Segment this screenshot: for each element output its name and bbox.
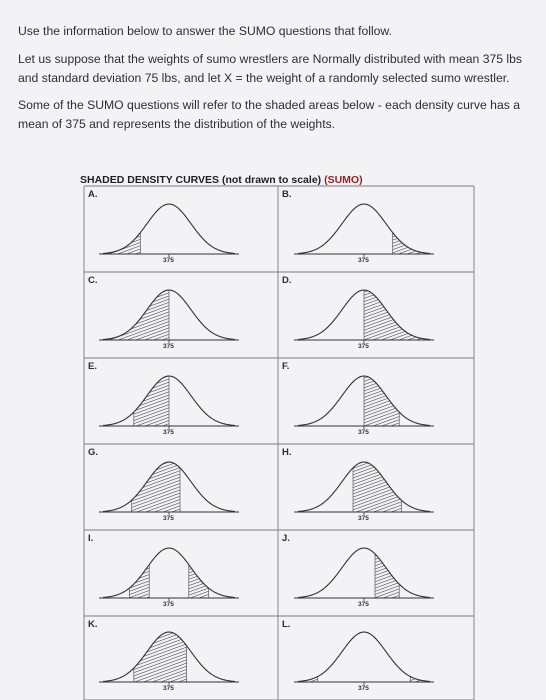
bell-curve: [103, 204, 235, 253]
density-curve-grid: [0, 172, 546, 700]
mean-label: 375: [163, 515, 174, 522]
density-curve-d: [294, 290, 434, 343]
density-curve-a: [99, 204, 239, 257]
panel-label: C.: [88, 275, 98, 286]
density-curve-f: [294, 376, 434, 429]
shaded-area: [103, 233, 140, 254]
mean-label: 375: [163, 685, 174, 692]
density-curves-figure: [0, 172, 546, 700]
figure-title-tag: (SUMO): [324, 174, 363, 186]
mean-label: 375: [358, 343, 369, 350]
shaded-area: [103, 290, 169, 340]
panel-label: A.: [88, 189, 98, 200]
density-curve-h: [294, 462, 434, 515]
bell-curve: [298, 204, 430, 253]
mean-label: 375: [358, 429, 369, 436]
shaded-area: [364, 376, 399, 426]
shaded-area: [393, 233, 430, 254]
bell-curve: [103, 548, 235, 597]
setup-paragraph: Let us suppose that the weights of sumo wrestlers are Normally distributed with mean 375 lbs and standard deviation 75 lbs, and let X = the weight of a randomly selected sumo wrestler.: [18, 52, 522, 85]
shaded-areas-paragraph: Some of the SUMO questions will refer to the shaded areas below - each density curve has a mean of 375 and represents the distribution of the weights.: [18, 98, 520, 131]
mean-label: 375: [163, 601, 174, 608]
density-curve-b: [294, 204, 434, 257]
panel-label: J.: [282, 533, 290, 544]
figure-title-main: SHADED DENSITY CURVES (not drawn to scale): [80, 174, 322, 186]
density-curve-e: [99, 376, 239, 429]
panel-label: I.: [88, 533, 94, 544]
panel-label: L.: [282, 619, 291, 630]
density-curve-l: [294, 632, 434, 685]
shaded-area: [375, 554, 399, 598]
mean-label: 375: [358, 257, 369, 264]
bell-curve: [298, 548, 430, 597]
panel-label: B.: [282, 189, 292, 200]
intro-paragraph: Use the information below to answer the SUMO questions that follow.: [18, 24, 392, 38]
panel-label: H.: [282, 447, 292, 458]
mean-label: 375: [163, 343, 174, 350]
density-curve-j: [294, 548, 434, 601]
mean-label: 375: [358, 601, 369, 608]
panel-label: F.: [282, 361, 290, 372]
shaded-area: [134, 376, 169, 426]
panel-label: G.: [88, 447, 99, 458]
density-curve-c: [99, 290, 239, 343]
density-curve-i: [99, 548, 239, 601]
density-curve-g: [99, 462, 239, 515]
mean-label: 375: [358, 515, 369, 522]
bell-curve: [298, 632, 430, 681]
shaded-area: [134, 632, 187, 682]
panel-label: E.: [88, 361, 97, 372]
panel-label: K.: [88, 619, 98, 630]
mean-label: 375: [163, 429, 174, 436]
grid-lines: [84, 186, 474, 700]
mean-label: 375: [358, 685, 369, 692]
shaded-area: [364, 290, 430, 340]
mean-label: 375: [163, 257, 174, 264]
density-curve-k: [99, 632, 239, 685]
panel-label: D.: [282, 275, 292, 286]
